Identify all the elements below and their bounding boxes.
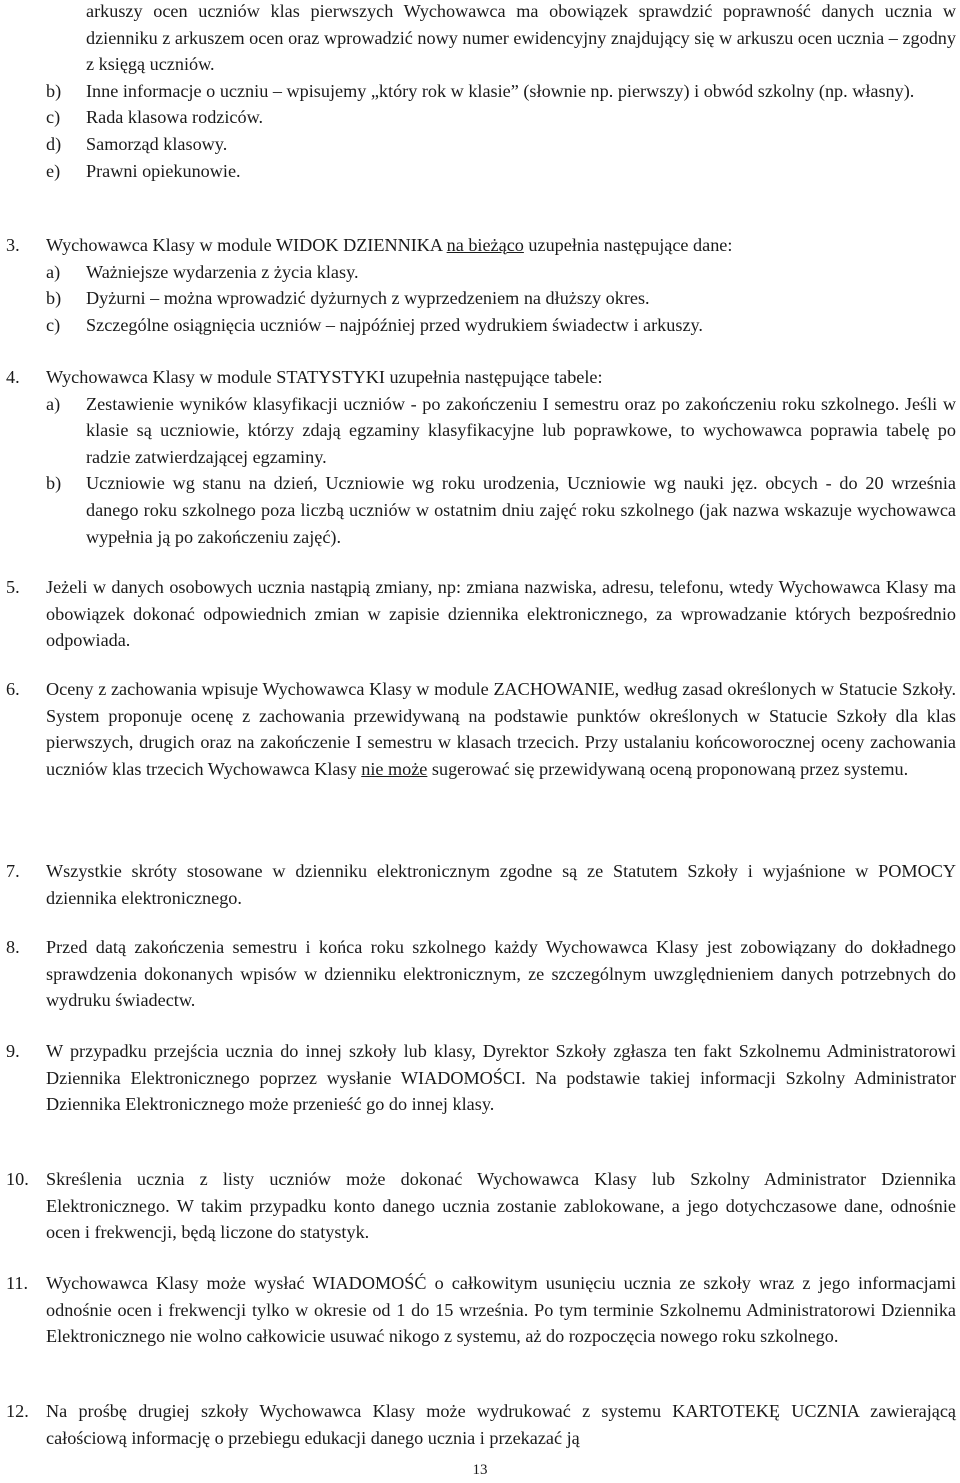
- section-11-number: 11.: [6, 1273, 29, 1293]
- section-9-number: 9.: [6, 1041, 20, 1061]
- section-5: [0, 574, 960, 654]
- section-7: [0, 858, 960, 911]
- section-3-item-b: b) Dyżurni – można wprowadzić dyżurnych z wyprzedzeniem na dłuższy okres.: [46, 288, 650, 309]
- intro-item-c: c) Rada klasowa rodziców.: [46, 107, 264, 128]
- section-7-number: 7.: [6, 861, 20, 881]
- section-4: [0, 364, 960, 550]
- section-6: [0, 676, 960, 782]
- section-6-number: 6.: [6, 679, 20, 699]
- intro-item-e: e) Prawni opiekunowie.: [46, 160, 241, 181]
- intro-block: [0, 0, 960, 184]
- intro-item-d: d) Samorząd klasowy.: [46, 133, 228, 154]
- section-6-text: Oceny z zachowania wpisuje Wychowawca Klasy w module ZACHOWANIE, według zasad określonych w Statucie Szkoły. System proponuje ocenę z zachowania przewidywaną na podstawie punktów określonych w Statucie Szkoły dla klas pierwszych, drugich oraz na zakończenie I semestru w klasach trzecich. Przy ustalaniu końcoworocznej oceny zachowania uczniów klas trzecich Wychowawca Klasy nie może sugerować się przewidywaną oceną proponowaną przez systemu.: [46, 679, 956, 779]
- section-4-lead: Wychowawca Klasy w module STATYSTYKI uzupełnia następujące tabele:: [46, 367, 603, 387]
- intro-list: [46, 78, 956, 184]
- section-12: [0, 1398, 960, 1451]
- section-11-text: Wychowawca Klasy może wysłać WIADOMOŚĆ o całkowitym usunięciu ucznia ze szkoły wraz z jego informacjami odnośnie ocen i frekwencji tylko w okresie od 1 do 15 września. Po tym terminie Szkolnemu Administratorowi Dziennika Elektronicznego nie wolno całkowicie usuwać nikogo z systemu, aż do rozpoczęcia nowego roku szkolnego.: [46, 1273, 956, 1347]
- section-11: [0, 1270, 960, 1350]
- section-7-text: Wszystkie skróty stosowane w dzienniku elektronicznym zgodne są ze Statutem Szkoły i wyjaśnione w POMOCY dziennika elektronicznego.: [46, 861, 956, 908]
- section-5-number: 5.: [6, 577, 20, 597]
- section-9-text: W przypadku przejścia ucznia do innej szkoły lub klasy, Dyrektor Szkoły zgłasza ten fakt Szkolnemu Administratorowi Dziennika Elektronicznego poprzez wysłanie WIADOMOŚCI. Na podstawie takiej informacji Szkolny Administrator Dziennika Elektronicznego może przenieść go do innej klasy.: [46, 1041, 956, 1115]
- section-3: [0, 232, 960, 338]
- section-3-lead: Wychowawca Klasy w module WIDOK DZIENNIKA na bieżąco uzupełnia następujące dane:: [46, 235, 733, 255]
- section-8-number: 8.: [6, 937, 20, 957]
- section-10: [0, 1166, 960, 1246]
- section-12-text: Na prośbę drugiej szkoły Wychowawca Klasy może wydrukować z systemu KARTOTEKĘ UCZNIA zawierającą całościową informację o przebiegu edukacji danego ucznia i przekazać ją: [46, 1401, 956, 1448]
- page-number: 13: [472, 1462, 488, 1478]
- section-3-item-a: a) Ważniejsze wydarzenia z życia klasy.: [46, 261, 359, 282]
- intro-continuation: arkuszy ocen uczniów klas pierwszych Wychowawca ma obowiązek sprawdzić poprawność danych ucznia w dzienniku z arkuszem ocen oraz wprowadzić nowy numer ewidencyjny znajdujący się w arkuszu ocen ucznia – zgodny z księgą uczniów.: [86, 1, 956, 75]
- section-10-text: Skreślenia ucznia z listy uczniów może dokonać Wychowawca Klasy lub Szkolny Administrator Dziennika Elektronicznego. W takim przypadku konto danego ucznia zostanie zablokowane, a jego dotychczasowe dane, odnośnie ocen i frekwencji, będą liczone do statystyk.: [46, 1169, 956, 1243]
- section-10-number: 10.: [6, 1169, 29, 1189]
- section-3-number: 3.: [6, 235, 20, 255]
- section-4-number: 4.: [6, 367, 20, 387]
- section-12-number: 12.: [6, 1401, 29, 1421]
- section-4-item-a: a) Zestawienie wyników klasyfikacji uczniów - po zakończeniu I semestru oraz po zakończeniu roku szkolnego. Jeśli w klasie są uczniowie, którzy zdają egzaminy klasyfikacyjne lub poprawkowe, to wychowawca poprawia tabelę po radzie zatwierdzającej egzaminy.: [46, 393, 956, 467]
- section-5-text: Jeżeli w danych osobowych ucznia nastąpią zmiany, np: zmiana nazwiska, adresu, telefonu, wtedy Wychowawca Klasy ma obowiązek dokonać odpowiednich zmian w zapisie dziennika elektronicznego, za wprowadzanie których bezpośrednio odpowiada.: [46, 577, 956, 651]
- section-9: [0, 1038, 960, 1118]
- intro-item-b: b) Inne informacje o uczniu – wpisujemy „który rok w klasie” (słownie np. pierwszy) i obwód szkolny (np. własny).: [46, 80, 915, 101]
- section-4-item-b: b) Uczniowie wg stanu na dzień, Uczniowie wg roku urodzenia, Uczniowie wg nauki jęz. obcych - do 20 września danego roku szkolnego poza liczbą uczniów w ostatnim dniu zajęć roku szkolnego (jak nazwa wskazuje wychowawca wypełnia ją po zakończeniu zajęć).: [46, 473, 956, 547]
- section-3-item-c: c) Szczególne osiągnięcia uczniów – najpóźniej przed wydrukiem świadectw i arkuszy.: [46, 314, 703, 335]
- section-8: [0, 934, 960, 1014]
- section-8-text: Przed datą zakończenia semestru i końca roku szkolnego każdy Wychowawca Klasy jest zobowiązany do dokładnego sprawdzenia dokonanych wpisów w dzienniku elektronicznym, ze szczególnym uwzględnieniem danych potrzebnych do wydruku świadectw.: [46, 937, 956, 1011]
